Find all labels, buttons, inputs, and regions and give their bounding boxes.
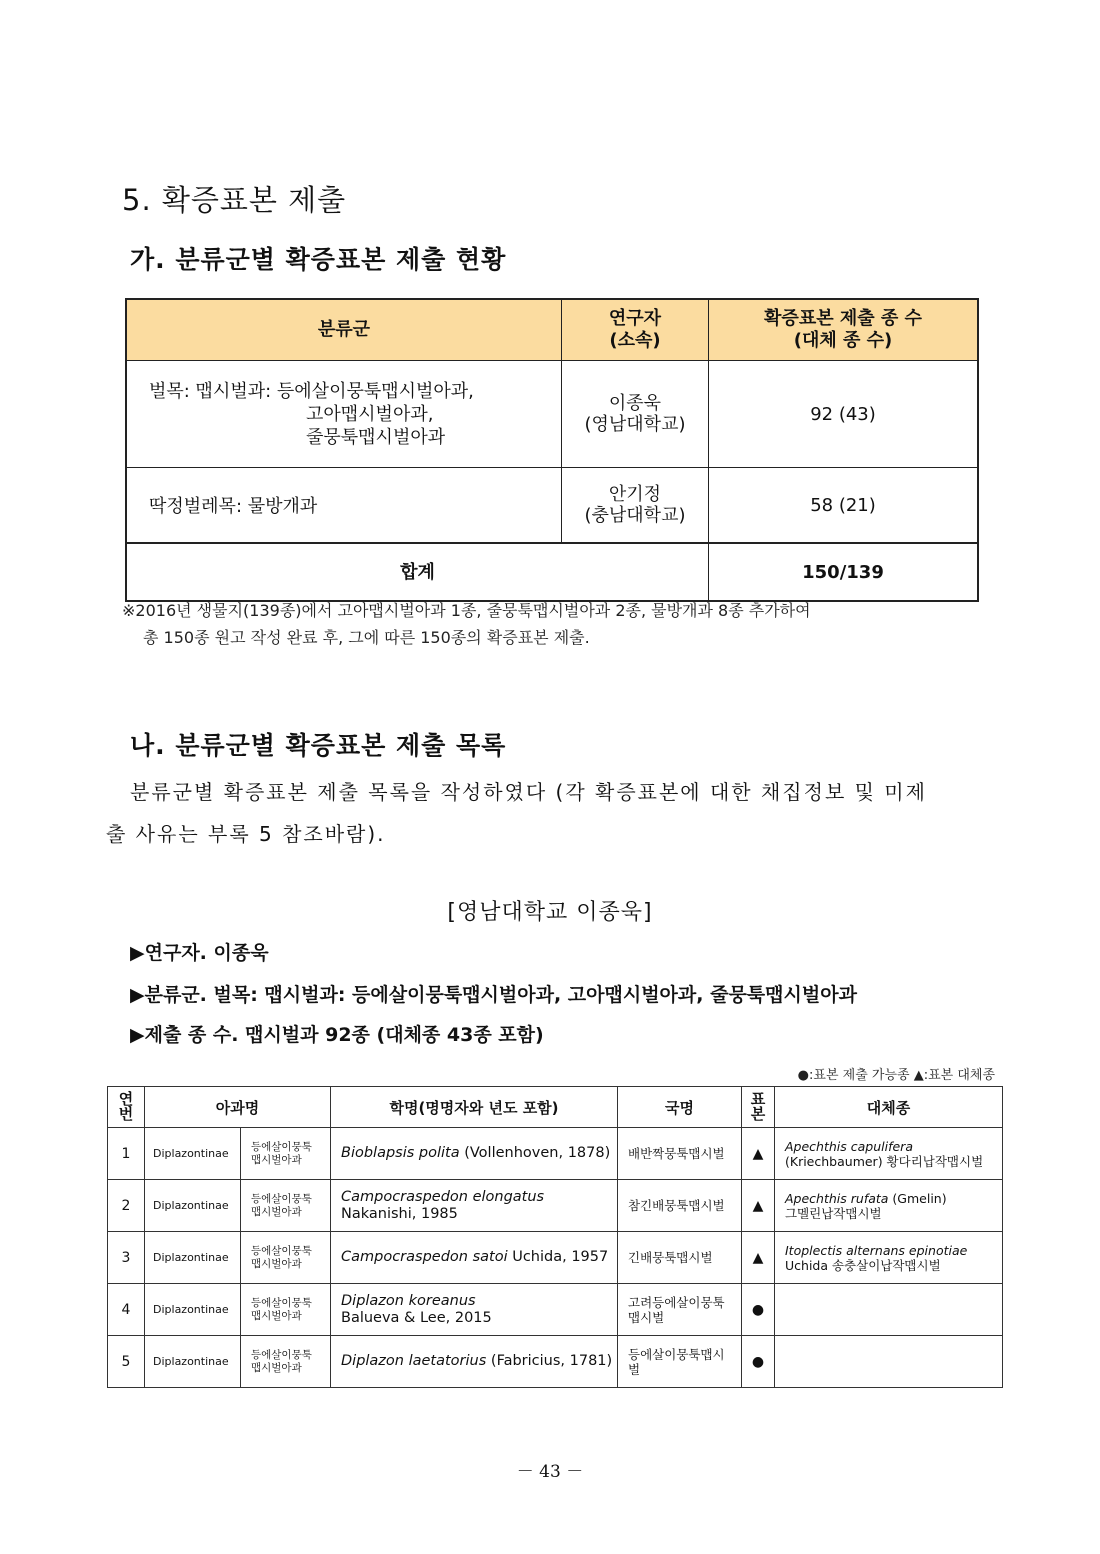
researcher-affiliation: (영남대학교) <box>584 414 686 435</box>
alternative-rest: (Kriechbaumer) 황다리납작맵시벌 <box>785 1153 984 1169</box>
korean-name-line: 등에살이뭉툭맵시 <box>628 1346 725 1362</box>
researcher-name: 이종욱 <box>608 393 662 414</box>
header-researcher-name: 연구자 <box>608 308 662 329</box>
specimen-mark: ● <box>742 1284 775 1336</box>
count-cell: 58 (21) <box>709 468 979 544</box>
footnote-line: ※2016년 생물지(139종)에서 고아맵시벌아과 1종, 줄뭉툭맵시벌아과 2종, 물방개과 8종 추가하여 <box>122 601 811 620</box>
alternative-italic: Apechthis rufata <box>785 1190 889 1206</box>
korean-name: 참긴배뭉툭맵시벌 <box>618 1180 742 1232</box>
header-specimen-top: 표 <box>750 1090 766 1108</box>
korean-name-line: 벌 <box>628 1361 641 1377</box>
subfamily-korean <box>241 1232 331 1284</box>
header-scientific-name: 학명(명명자와 년도 포함) <box>331 1087 618 1128</box>
korean-name: 배반짝뭉툭맵시벌 <box>618 1128 742 1180</box>
korean-name-line: 고려등에살이뭉툭 <box>628 1294 725 1310</box>
count-cell: 92 (43) <box>709 361 979 468</box>
scientific-name-author: Balueva & Lee, 2015 <box>341 1309 492 1326</box>
summary-total-row <box>126 543 978 601</box>
subfamily-korean <box>241 1336 331 1388</box>
subfamily-korean-line: 등에살이뭉툭 <box>251 1244 312 1257</box>
section-title: 5. 확증표본 제출 <box>122 183 347 217</box>
subsection-title-list: 나. 분류군별 확증표본 제출 목록 <box>130 731 507 760</box>
specimen-list-table <box>107 1086 1003 1388</box>
alternative-italic: Apechthis capulifera <box>785 1138 913 1154</box>
summary-row <box>126 468 978 544</box>
table-row <box>108 1336 1003 1388</box>
header-count-alt: (대체 종 수) <box>793 330 893 351</box>
alternative-species <box>775 1232 1003 1284</box>
alternative-species <box>775 1336 1003 1388</box>
total-value: 150/139 <box>709 543 979 601</box>
subfamily-korean-line: 등에살이뭉툭 <box>251 1140 312 1153</box>
paragraph-line: 출 사유는 부록 5 참조바람). <box>106 822 386 846</box>
header-taxon: 분류군 <box>126 299 562 361</box>
specimen-mark: ▲ <box>742 1232 775 1284</box>
scientific-name-italic: Bioblapsis polita <box>341 1145 460 1161</box>
korean-name <box>618 1284 742 1336</box>
alternative-species <box>775 1180 1003 1232</box>
subfamily-korean-line: 맵시벌아과 <box>251 1257 302 1270</box>
taxon-line: 고아맵시벌아과, <box>306 403 434 425</box>
alternative-italic: Itoplectis alternans epinotiae <box>785 1242 968 1258</box>
taxon-cell <box>126 468 562 544</box>
alternative-rest: 그멜린납작맵시벌 <box>785 1205 882 1221</box>
subfamily-latin: Diplazontinae <box>145 1336 241 1388</box>
researcher-cell <box>562 361 709 468</box>
header-number <box>108 1087 145 1128</box>
researcher-section-title: [영남대학교 이종욱] <box>447 900 653 925</box>
scientific-name-italic: Diplazon laetatorius <box>341 1353 487 1369</box>
subfamily-korean-line: 등에살이뭉툭 <box>251 1296 312 1309</box>
footnote-line: 총 150종 원고 작성 완료 후, 그에 따른 150종의 확증표본 제출. <box>143 628 590 647</box>
table-row <box>108 1232 1003 1284</box>
scientific-name <box>331 1284 618 1336</box>
header-specimen <box>742 1087 775 1128</box>
korean-name: 긴배뭉툭맵시벌 <box>618 1232 742 1284</box>
researcher-cell <box>562 468 709 544</box>
header-number-bottom: 번 <box>118 1105 134 1123</box>
subfamily-korean-line: 등에살이뭉툭 <box>251 1192 312 1205</box>
summary-header-row <box>126 299 978 361</box>
header-researcher-affiliation: (소속) <box>609 330 661 351</box>
alternative-author: (Gmelin) <box>888 1190 947 1206</box>
header-researcher <box>562 299 709 361</box>
subsection-title-status: 가. 분류군별 확증표본 제출 현황 <box>130 245 507 274</box>
subfamily-korean <box>241 1180 331 1232</box>
specimen-mark: ▲ <box>742 1180 775 1232</box>
row-number: 2 <box>108 1180 145 1232</box>
table-row <box>108 1128 1003 1180</box>
scientific-name-author: (Fabricius, 1781) <box>486 1353 613 1369</box>
scientific-name <box>331 1128 618 1180</box>
scientific-name-author: (Vollenhoven, 1878) <box>459 1145 611 1161</box>
bullet-researcher: ▶연구자. 이종욱 <box>130 942 269 964</box>
alternative-species <box>775 1128 1003 1180</box>
header-specimen-bottom: 본 <box>750 1105 766 1123</box>
taxon-cell <box>126 361 562 468</box>
scientific-name <box>331 1336 618 1388</box>
legend: ●:표본 제출 가능종 ▲:표본 대체종 <box>797 1068 995 1083</box>
header-korean-name: 국명 <box>618 1087 742 1128</box>
subfamily-latin: Diplazontinae <box>145 1180 241 1232</box>
row-number: 4 <box>108 1284 145 1336</box>
korean-name <box>618 1336 742 1388</box>
subfamily-korean-line: 맵시벌아과 <box>251 1309 302 1322</box>
total-label: 합계 <box>126 543 709 601</box>
subfamily-korean <box>241 1284 331 1336</box>
row-number: 5 <box>108 1336 145 1388</box>
subfamily-latin: Diplazontinae <box>145 1284 241 1336</box>
table-row <box>108 1284 1003 1336</box>
scientific-name-italic: Diplazon koreanus <box>341 1292 476 1309</box>
subfamily-korean-line: 맵시벌아과 <box>251 1205 302 1218</box>
specimen-mark: ▲ <box>742 1128 775 1180</box>
scientific-name <box>331 1232 618 1284</box>
subfamily-korean <box>241 1128 331 1180</box>
subfamily-latin: Diplazontinae <box>145 1232 241 1284</box>
scientific-name-italic: Campocraspedon elongatus <box>341 1188 545 1205</box>
subfamily-korean-line: 맵시벌아과 <box>251 1361 302 1374</box>
scientific-name <box>331 1180 618 1232</box>
header-number-top: 연 <box>118 1090 134 1108</box>
summary-table <box>125 298 979 602</box>
scientific-name-italic: Campocraspedon satoi <box>341 1249 508 1265</box>
korean-name-line: 맵시벌 <box>628 1309 665 1325</box>
specimen-mark: ● <box>742 1336 775 1388</box>
scientific-name-author: Uchida, 1957 <box>507 1249 609 1265</box>
bullet-taxon: ▶분류군. 벌목: 맵시벌과: 등에살이뭉툭맵시벌아과, 고아맵시벌아과, 줄뭉툭맵시벌아과 <box>130 984 857 1006</box>
summary-row <box>126 361 978 468</box>
subfamily-latin: Diplazontinae <box>145 1128 241 1180</box>
header-count <box>709 299 979 361</box>
alternative-rest: Uchida 송충살이납작맵시벌 <box>785 1257 941 1273</box>
paragraph-line: 분류군별 확증표본 제출 목록을 작성하였다 (각 확증표본에 대한 채집정보 및 미제 <box>130 780 927 804</box>
list-header-row <box>108 1087 1003 1128</box>
bullet-species-count: ▶제출 종 수. 맵시벌과 92종 (대체종 43종 포함) <box>130 1024 544 1046</box>
header-subfamily: 아과명 <box>145 1087 331 1128</box>
table-row <box>108 1180 1003 1232</box>
header-alternative: 대체종 <box>775 1087 1003 1128</box>
subfamily-korean-line: 등에살이뭉툭 <box>251 1348 312 1361</box>
taxon-line: 줄뭉툭맵시벌아과 <box>306 426 446 448</box>
page-number: － 43 － <box>516 1462 584 1482</box>
researcher-affiliation: (충남대학교) <box>584 505 686 526</box>
scientific-name-author: Nakanishi, 1985 <box>341 1205 458 1222</box>
taxon-line: 딱정벌레목: 물방개과 <box>149 496 318 517</box>
row-number: 3 <box>108 1232 145 1284</box>
header-count-main: 확증표본 제출 종 수 <box>764 308 922 329</box>
subfamily-korean-line: 맵시벌아과 <box>251 1153 302 1166</box>
alternative-species <box>775 1284 1003 1336</box>
row-number: 1 <box>108 1128 145 1180</box>
taxon-line: 벌목: 맵시벌과: 등에살이뭉툭맵시벌아과, <box>149 380 474 402</box>
researcher-name: 안기정 <box>608 484 662 505</box>
